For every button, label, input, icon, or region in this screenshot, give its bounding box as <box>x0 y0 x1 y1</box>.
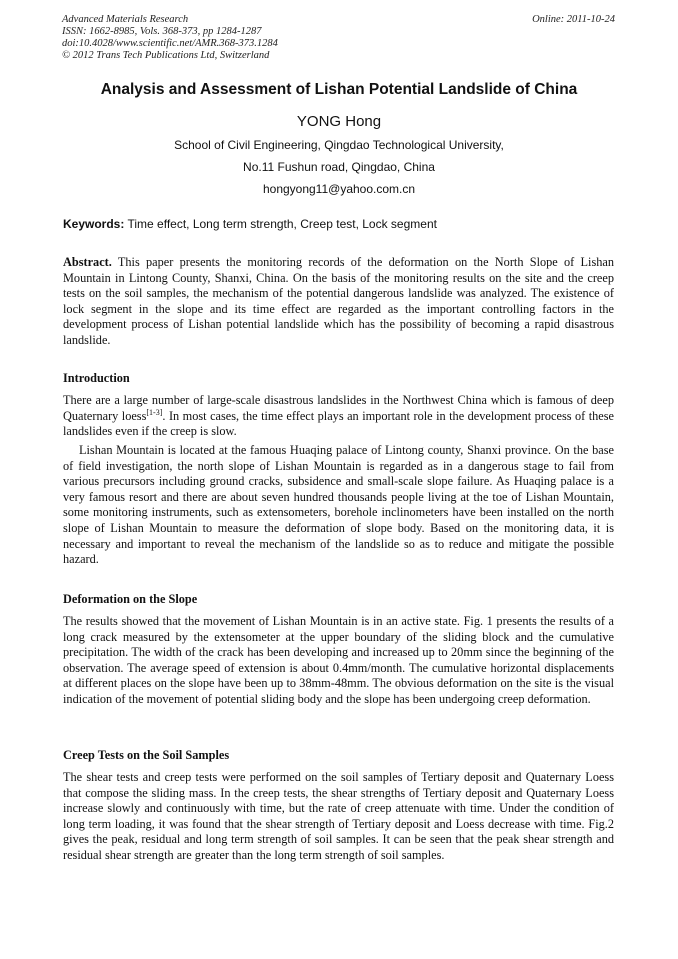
creep-tests-heading: Creep Tests on the Soil Samples <box>63 748 230 762</box>
journal-doi: doi:10.4028/www.scientific.net/AMR.368-373.1284 <box>62 38 278 49</box>
journal-name: Advanced Materials Research <box>62 14 189 25</box>
journal-issn: ISSN: 1662-8985, Vols. 368-373, pp 1284-1287 <box>62 26 262 37</box>
deformation-paragraph: The results showed that the movement of Lishan Mountain is in an active state. Fig. 1 presents the results of a long crack measured by the extensometer at the upper boundary of the sliding block and the cumulative precipitation. The width of the crack has been developing and increased up to 20mm since the beginning of the observation. The average speed of extension is about 0.4mm/month. The cumulative horizontal displacements at different places on the slope have been up to 38mm-48mm. The obvious deformation on the site is the visual indication of the movement of potential sliding body and the slope has been undergoing creep deformation. <box>63 614 614 706</box>
keywords-text: Time effect, Long term strength, Creep test, Lock segment <box>124 217 437 231</box>
intro-p1-text: There are a large number of large-scale disastrous landslides in the Northwest China which is famous of deep Quaternary loess <box>63 393 614 423</box>
online-date: Online: 2011-10-24 <box>532 14 615 25</box>
abstract-label: Abstract. <box>63 255 112 269</box>
deformation-heading: Deformation on the Slope <box>63 592 198 606</box>
keywords <box>63 217 437 231</box>
abstract <box>63 255 614 349</box>
author-name: YONG Hong <box>296 113 382 130</box>
journal-copyright: © 2012 Trans Tech Publications Ltd, Switzerland <box>62 50 270 61</box>
introduction-paragraph-2: Lishan Mountain is located at the famous Huaqing palace of Lintong county, Shanxi province. On the base of field investigation, the north slope of Lishan Mountain is regarded as in a dangerous stage to fail from various precursors including ground cracks, subsidence and small-scale slope failure. As Huaqing palace is a very famous resort and there are about seven hundred thousands people living at the toe of Lishan Mountain, some monitoring instruments, such as extensometers, borehole inclinometers have been installed on the north slope of Lishan Mountain to measure the deformation of slope body. Based on the monitoring data, it is necessary and important to reveal the mechanism of the landslide so as to reduce and mitigate the possible hazard. <box>63 443 614 567</box>
affiliation-line-1: School of Civil Engineering, Qingdao Technological University, <box>174 138 504 152</box>
affiliation-line-2: No.11 Fushun road, Qingdao, China <box>243 160 435 174</box>
citation: [1-3] <box>146 407 163 417</box>
author-email: hongyong11@yahoo.com.cn <box>262 182 416 196</box>
creep-tests-paragraph: The shear tests and creep tests were performed on the soil samples of Tertiary deposit and Quaternary Loess that compose the sliding mass. In the creep tests, the shear strengths of Tertiary deposit and Quaternary Loess increase slowly and continuously with time, but the rate of creep attenuate with time. Under the condition of long term loading, it was found that the shear strength of Tertiary deposit and Loess decrease with time. Fig.2 gives the peak, residual and long term strength of soil samples. It can be seen that the peak shear strength and residual shear strength are greater than the long term strength of soil samples. <box>63 770 614 862</box>
introduction-paragraph-1 <box>63 393 614 440</box>
keywords-label: Keywords: <box>63 217 125 231</box>
introduction-heading: Introduction <box>63 371 130 385</box>
paper-title: Analysis and Assessment of Lishan Potential Landslide of China <box>100 81 578 98</box>
intro-p1-text-end: . In most cases, the time effect plays an important role in the development process of these landslides even if the creep is slow. <box>63 408 614 439</box>
abstract-text: This paper presents the monitoring records of the deformation on the North Slope of Lishan Mountain in Lintong County, Shanxi, China. On the basis of the monitoring results on the site and the creep tests on the soil samples, the mechanism of the potential dangerous landslide was analyzed. The existence of lock segment in the slope and its time effect are regarded as the important controlling factors in the development process of Lishan potential landslide which has the possibility of becoming a rapid disastrous landslide. <box>63 255 614 347</box>
journal-header <box>62 14 278 62</box>
